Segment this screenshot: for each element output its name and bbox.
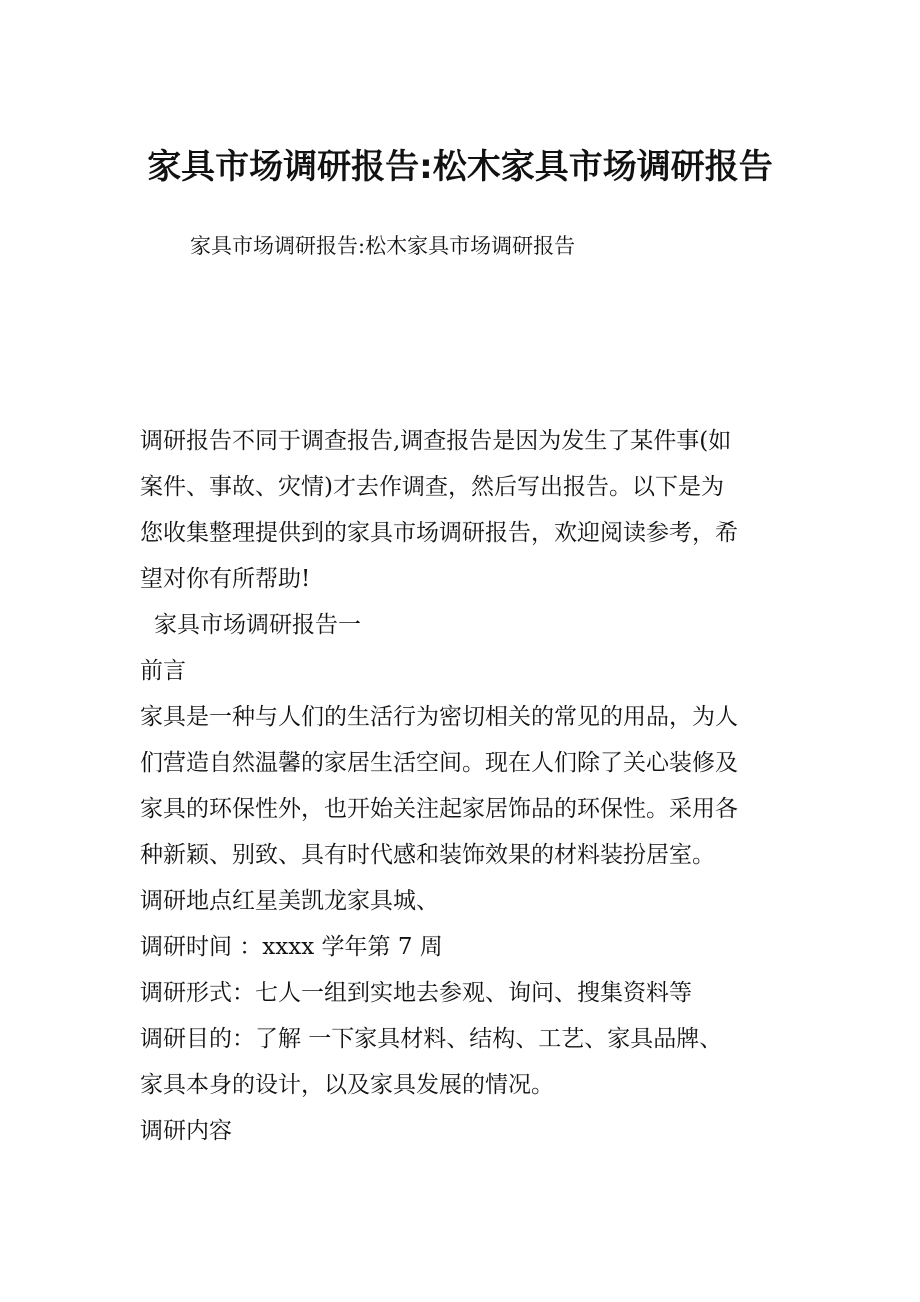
document-body (140, 418, 780, 1154)
document-title: 家具市场调研报告:松木家具市场调研报告 (147, 147, 773, 187)
intro-line: 望对你有所帮助! (140, 566, 311, 592)
preface-paragraph (140, 694, 780, 878)
preface-line: 家具的环保性外，也开始关注起家居饰品的环保性。采用各 (140, 796, 738, 822)
section-heading: 家具市场调研报告一 (154, 612, 361, 638)
purpose-line: 调研目的：了解 一下家具材料、结构、工艺、家具品牌、 (140, 1026, 723, 1052)
intro-line: 您收集整理提供到的家具市场调研报告，欢迎阅读参考，希 (140, 520, 738, 546)
intro-line: 调研报告不同于调查报告,调查报告是因为发生了某件事(如 (140, 428, 732, 454)
preface-line: 家具是一种与人们的生活行为密切相关的常见的用品，为人 (140, 704, 738, 730)
research-content-heading: 调研内容 (140, 1118, 232, 1144)
purpose-line: 家具本身的设计，以及家具发展的情况。 (140, 1072, 554, 1098)
intro-paragraph (140, 418, 780, 602)
research-purpose (140, 1016, 780, 1108)
preface-heading: 前言 (140, 658, 186, 684)
research-location: 调研地点红星美凯龙家具城、 (140, 888, 439, 914)
research-time: 调研时间 ：xxxx 学年第 7 周 (140, 934, 443, 960)
preface-line: 们营造自然温馨的家居生活空间。现在人们除了关心装修及 (140, 750, 738, 776)
preface-line: 种新颖、别致、具有时代感和装饰效果的材料装扮居室。 (140, 842, 715, 868)
document-subtitle: 家具市场调研报告:松木家具市场调研报告 (190, 234, 576, 258)
intro-line: 案件、事故、灾情)才去作调查，然后写出报告。以下是为 (140, 474, 724, 500)
research-form: 调研形式：七人一组到实地去参观、询问、搜集资料等 (140, 980, 692, 1006)
